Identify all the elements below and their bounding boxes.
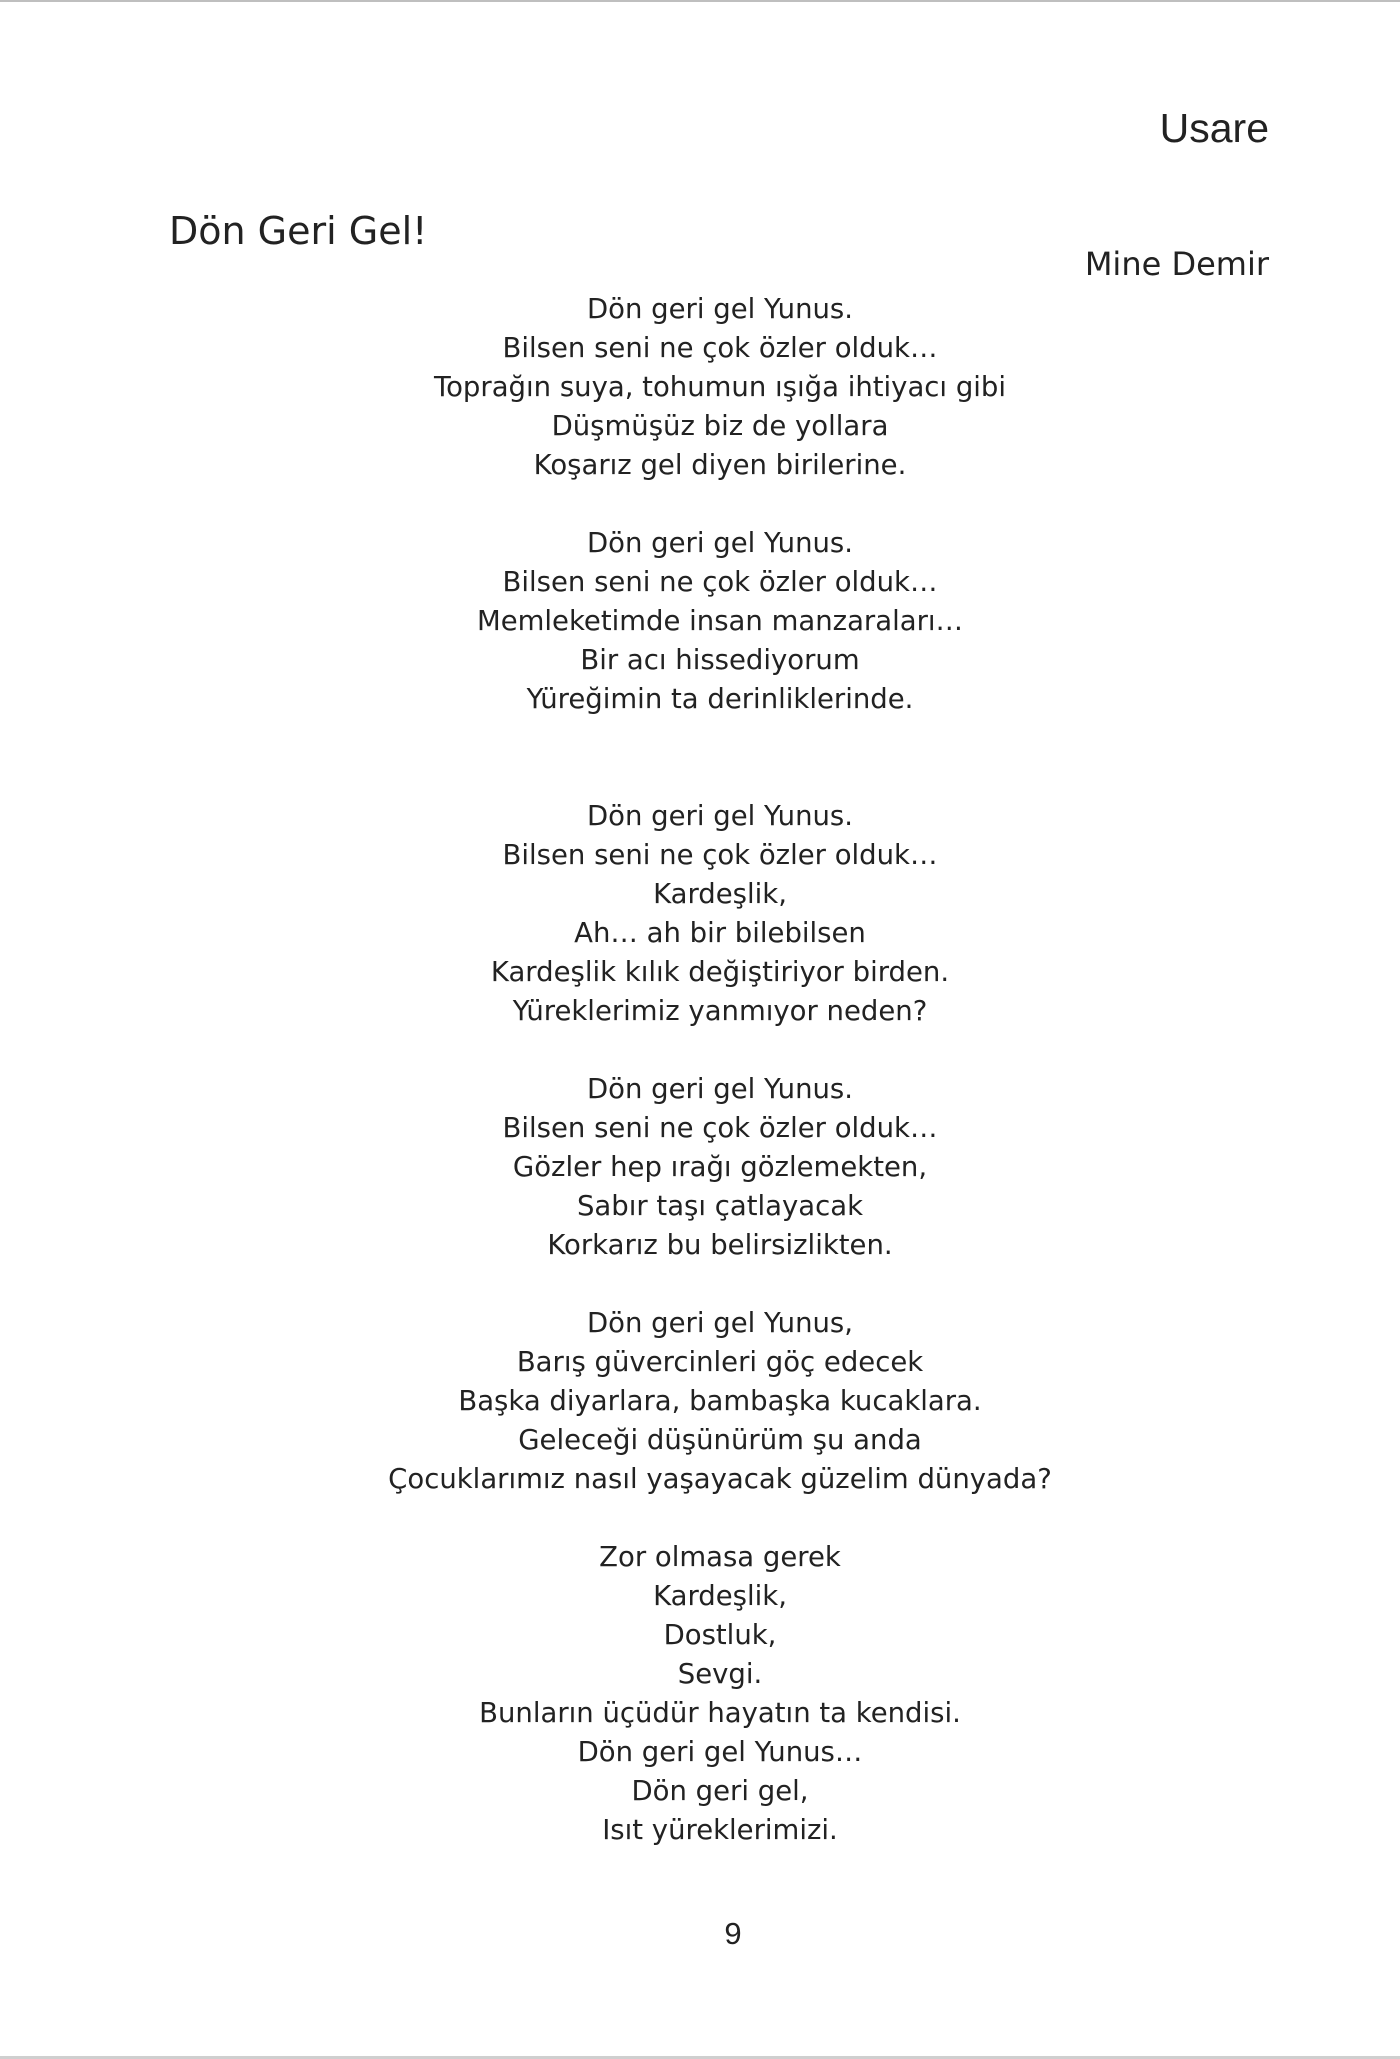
poem-line: Barış güvercinleri göç edecek: [516, 1346, 924, 1378]
poem-body: [320, 290, 1120, 1850]
poem-line: Dön geri gel Yunus,: [587, 1307, 853, 1339]
poem-line: Korkarız bu belirsizlikten.: [547, 1229, 893, 1261]
poem-line: Başka diyarlara, bambaşka kucaklara.: [458, 1385, 982, 1417]
poem-line: Ah… ah bir bilebilsen: [574, 917, 866, 949]
stanza-4: [320, 1070, 1120, 1265]
poem-line: Yüreklerimiz yanmıyor neden?: [512, 995, 928, 1027]
poem-line: Toprağın suya, tohumun ışığa ihtiyacı gibi: [433, 371, 1007, 403]
poem-line: Memleketimde insan manzaraları…: [476, 605, 964, 637]
poem-line: Gözler hep ırağı gözlemekten,: [512, 1151, 928, 1183]
stanza-5: [320, 1304, 1120, 1499]
poem-title: Dön Geri Gel!: [169, 209, 428, 253]
publication-title: Usare: [1159, 105, 1269, 151]
poem-line: Düşmüşüz biz de yollara: [551, 410, 889, 442]
poem-line: Dön geri gel Yunus.: [587, 527, 853, 559]
stanza-6: [320, 1538, 1120, 1850]
poem-line: Dön geri gel Yunus.: [587, 800, 853, 832]
poem-line: Sevgi.: [677, 1658, 763, 1690]
poem-line: Bir acı hissediyorum: [580, 644, 860, 676]
poem-line: Dostluk,: [663, 1619, 777, 1651]
poem-line: Bilsen seni ne çok özler olduk…: [502, 566, 938, 598]
poem-line: Kardeşlik,: [653, 878, 787, 910]
poem-line: Dön geri gel Yunus.: [587, 293, 853, 325]
page-number: 9: [724, 1916, 742, 1951]
poem-line: Kardeşlik kılık değiştiriyor birden.: [490, 956, 950, 988]
poem-line: Zor olmasa gerek: [599, 1541, 841, 1573]
stanza-2: [320, 524, 1120, 719]
poem-line: Dön geri gel Yunus…: [577, 1736, 863, 1768]
stanza-3: [320, 797, 1120, 1031]
poem-line: Bilsen seni ne çok özler olduk…: [502, 839, 938, 871]
poem-line: Bilsen seni ne çok özler olduk…: [502, 332, 938, 364]
poem-line: Isıt yüreklerimizi.: [602, 1814, 838, 1846]
poem-line: Dön geri gel,: [631, 1775, 809, 1807]
poem-line: Dön geri gel Yunus.: [587, 1073, 853, 1105]
poem-line: Geleceği düşünürüm şu anda: [518, 1424, 922, 1456]
poem-author: Mine Demir: [1084, 245, 1269, 283]
poem-line: Yüreğimin ta derinliklerinde.: [526, 683, 914, 715]
poem-line: Sabır taşı çatlayacak: [576, 1190, 864, 1222]
top-border-rule: [0, 0, 1400, 2]
poem-line: Kardeşlik,: [653, 1580, 787, 1612]
poem-line: Koşarız gel diyen birilerine.: [533, 449, 907, 481]
poem-line: Çocuklarımız nasıl yaşayacak güzelim dünyada?: [388, 1463, 1052, 1495]
stanza-1: [320, 290, 1120, 485]
poem-line: Bunların üçüdür hayatın ta kendisi.: [479, 1697, 961, 1729]
poem-line: Bilsen seni ne çok özler olduk…: [502, 1112, 938, 1144]
